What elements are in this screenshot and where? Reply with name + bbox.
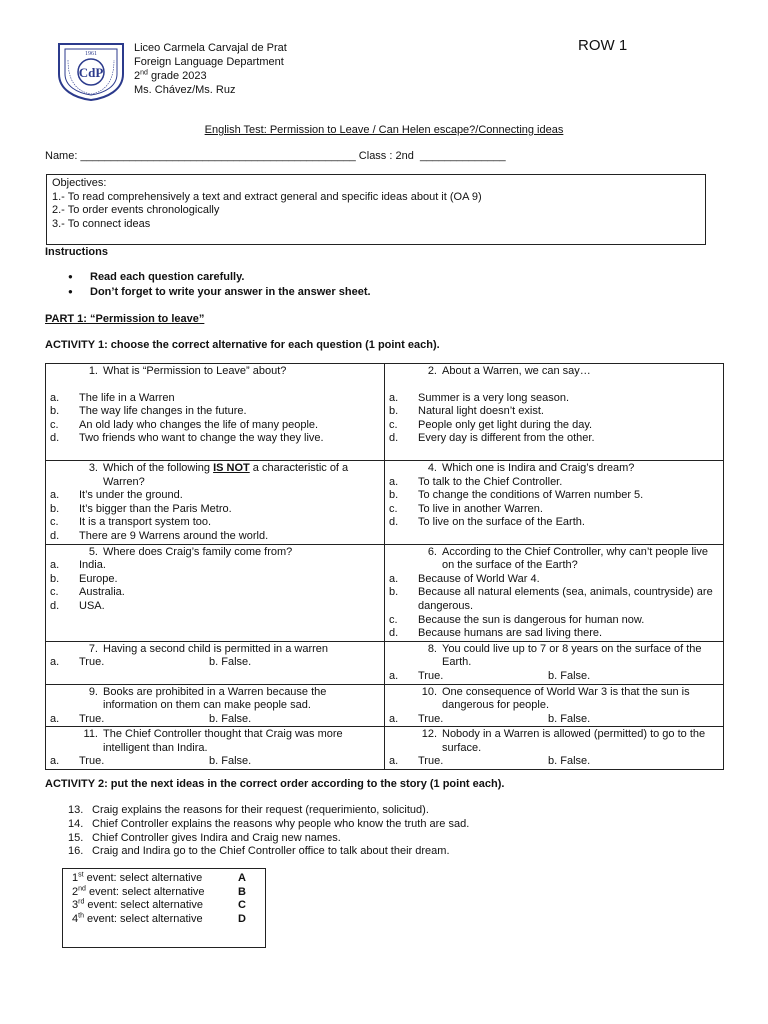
- option[interactable]: An old lady who changes the life of many people.: [79, 418, 319, 431]
- name-class-line[interactable]: Name: _____________________________________________ Class : 2nd ______________: [45, 150, 506, 162]
- question-cell: 9. Books are prohibited in a Warren because the information on them can make people sad. a. True. b. False.: [46, 684, 385, 727]
- false-option[interactable]: b. False.: [209, 755, 252, 768]
- instruction-item: ● Don’t forget to write your answer in the answer sheet.: [68, 285, 371, 300]
- question-text: Books are prohibited in a Warren because the information on them can make people sad.: [103, 685, 327, 712]
- question-cell: 6. According to the Chief Controller, why can’t people live on the surface of the Earth? a. Because of World War 4. b. Because all natural elements (sea, animals, countryside) are dangerous. c. Because the sun is dangerous for human now. d. Because humans are sad living there.: [385, 544, 724, 641]
- option[interactable]: To live on the surface of the Earth.: [418, 516, 585, 529]
- option[interactable]: Summer is a very long season.: [418, 391, 570, 404]
- grade-year: 2nd grade 2023: [134, 69, 207, 82]
- question-cell: 10. One consequence of World War 3 is that the sun is dangerous for people. a. True. b. False.: [385, 684, 724, 727]
- event-row[interactable]: 3rd event: select alternative C: [72, 898, 246, 911]
- school-logo: [55, 40, 127, 102]
- true-option[interactable]: True.: [79, 755, 105, 768]
- objectives-box: [46, 174, 706, 245]
- false-option[interactable]: b. False.: [548, 755, 591, 768]
- option[interactable]: India.: [79, 559, 106, 572]
- test-title: English Test: Permission to Leave / Can Helen escape?/Connecting ideas: [204, 124, 564, 136]
- question-text: You could live up to 7 or 8 years on the surface of the Earth.: [442, 642, 702, 669]
- true-option[interactable]: True.: [79, 656, 105, 669]
- objective-item: 2.- To order events chronologically: [52, 204, 220, 216]
- question-text: One consequence of World War 3 is that the sun is dangerous for people.: [442, 685, 690, 712]
- option[interactable]: USA.: [79, 599, 105, 612]
- activity-2-heading: ACTIVITY 2: put the next ideas in the correct order according to the story (1 point each).: [45, 778, 505, 790]
- question-text: Which one is Indira and Craig’s dream?: [442, 462, 635, 474]
- question-text: What is “Permission to Leave” about?: [103, 365, 287, 377]
- option[interactable]: There are 9 Warrens around the world.: [79, 529, 269, 542]
- true-option[interactable]: True.: [418, 669, 444, 682]
- option[interactable]: It’s bigger than the Paris Metro.: [79, 502, 232, 515]
- option[interactable]: The way life changes in the future.: [79, 405, 247, 418]
- false-option[interactable]: b. False.: [209, 712, 252, 725]
- events-answer-box: [62, 868, 266, 948]
- svg-text:1961: 1961: [85, 51, 97, 57]
- question-cell: 11. The Chief Controller thought that Craig was more intelligent than Indira. a. True. b. False.: [46, 727, 385, 770]
- question-text: According to the Chief Controller, why can’t people live on the surface of the Earth?: [442, 545, 708, 572]
- order-item: 15. Chief Controller gives Indira and Craig new names.: [68, 831, 341, 844]
- order-item: 16. Craig and Indira go to the Chief Controller office to talk about their dream.: [68, 845, 450, 858]
- objective-item: 3.- To connect ideas: [52, 217, 151, 230]
- question-cell: 2. About a Warren, we can say… a. Summer is a very long season. b. Natural light doesn’t exist. c. People only get light during the day. d. Every day is different from the other.: [385, 364, 724, 461]
- question-text: Which of the following IS NOT a characteristic of a Warren?: [103, 462, 349, 488]
- question-text: Nobody in a Warren is allowed (permitted) to go to the surface.: [442, 728, 706, 754]
- event-row[interactable]: 2nd event: select alternative B: [72, 884, 246, 898]
- option[interactable]: Because the sun is dangerous for human now.: [418, 613, 645, 626]
- option[interactable]: The life in a Warren: [79, 391, 175, 404]
- option[interactable]: It’s under the ground.: [79, 489, 183, 502]
- question-text: About a Warren, we can say…: [442, 365, 591, 377]
- svg-text:CdP: CdP: [78, 65, 104, 80]
- option[interactable]: Because of World War 4.: [418, 572, 540, 585]
- option[interactable]: People only get light during the day.: [418, 418, 593, 431]
- question-text: Where does Craig’s family come from?: [103, 545, 293, 558]
- questions-table: [45, 363, 724, 770]
- instruction-item: ● Read each question carefully.: [68, 270, 371, 285]
- instructions-heading: Instructions: [45, 246, 108, 258]
- instructions-list: [68, 270, 371, 299]
- option[interactable]: Every day is different from the other.: [418, 432, 595, 445]
- option[interactable]: Two friends who want to change the way they live.: [79, 432, 324, 445]
- option[interactable]: To live in another Warren.: [418, 502, 543, 515]
- question-text: The Chief Controller thought that Craig was more intelligent than Indira.: [103, 728, 343, 754]
- option[interactable]: Europe.: [79, 572, 118, 585]
- true-option[interactable]: True.: [79, 712, 105, 725]
- question-cell: 7. Having a second child is permitted in a warren a. True. b. False.: [46, 641, 385, 684]
- question-cell: 12. Nobody in a Warren is allowed (permitted) to go to the surface. a. True. b. False.: [385, 727, 724, 770]
- event-row[interactable]: 4th event: select alternative D: [72, 911, 246, 925]
- question-cell: 3. Which of the following IS NOT a characteristic of a Warren? a. It’s under the ground. b. It’s bigger than the Paris Metro. c. It is a transport system too. d. There are 9 Warrens around the world.: [46, 461, 385, 545]
- false-option[interactable]: b. False.: [548, 669, 591, 682]
- question-cell: 4. Which one is Indira and Craig’s dream? a. To talk to the Chief Controller. b. To change the conditions of Warren number 5. c. To live in another Warren. d. To live on the surface of the Earth.: [385, 461, 724, 545]
- question-cell: 8. You could live up to 7 or 8 years on the surface of the Earth. a. True. b. False.: [385, 641, 724, 684]
- true-option[interactable]: True.: [418, 712, 444, 725]
- option[interactable]: Natural light doesn’t exist.: [418, 405, 544, 418]
- teachers: Ms. Chávez/Ms. Ruz: [134, 84, 236, 96]
- order-list: [68, 804, 469, 859]
- option[interactable]: Because all natural elements (sea, animals, countryside) are dangerous.: [418, 586, 713, 612]
- order-item: 14. Chief Controller explains the reasons why people who know the truth are sad.: [68, 817, 470, 830]
- objectives-heading: Objectives:: [52, 177, 107, 189]
- option[interactable]: To talk to the Chief Controller.: [418, 475, 563, 488]
- department: Foreign Language Department: [134, 56, 284, 68]
- activity-1-heading: ACTIVITY 1: choose the correct alternative for each question (1 point each).: [45, 339, 440, 351]
- option[interactable]: Australia.: [79, 586, 125, 599]
- option[interactable]: Because humans are sad living there.: [418, 627, 603, 640]
- false-option[interactable]: b. False.: [548, 712, 591, 725]
- order-item: 13. Craig explains the reasons for their request (requerimiento, solicitud).: [68, 804, 429, 816]
- true-option[interactable]: True.: [418, 755, 444, 768]
- objective-item: 1.- To read comprehensively a text and extract general and specific ideas about it (OA 9): [52, 190, 482, 203]
- option[interactable]: To change the conditions of Warren number 5.: [418, 489, 644, 502]
- part-heading: PART 1: “Permission to leave”: [45, 313, 205, 325]
- school-name: Liceo Carmela Carvajal de Prat: [134, 42, 287, 54]
- option[interactable]: It is a transport system too.: [79, 516, 212, 529]
- school-info: [134, 41, 287, 97]
- question-cell: 1. What is “Permission to Leave” about? a. The life in a Warren b. The way life changes in the future. c. An old lady who changes the life of many people. d. Two friends who want to change the way they live.: [46, 364, 385, 461]
- event-row[interactable]: 1st event: select alternative A: [72, 871, 246, 884]
- false-option[interactable]: b. False.: [209, 656, 252, 669]
- question-cell: 5. Where does Craig’s family come from? a. India. b. Europe. c. Australia. d. USA.: [46, 544, 385, 641]
- question-text: Having a second child is permitted in a warren: [103, 642, 329, 655]
- row-label: ROW 1: [578, 37, 628, 54]
